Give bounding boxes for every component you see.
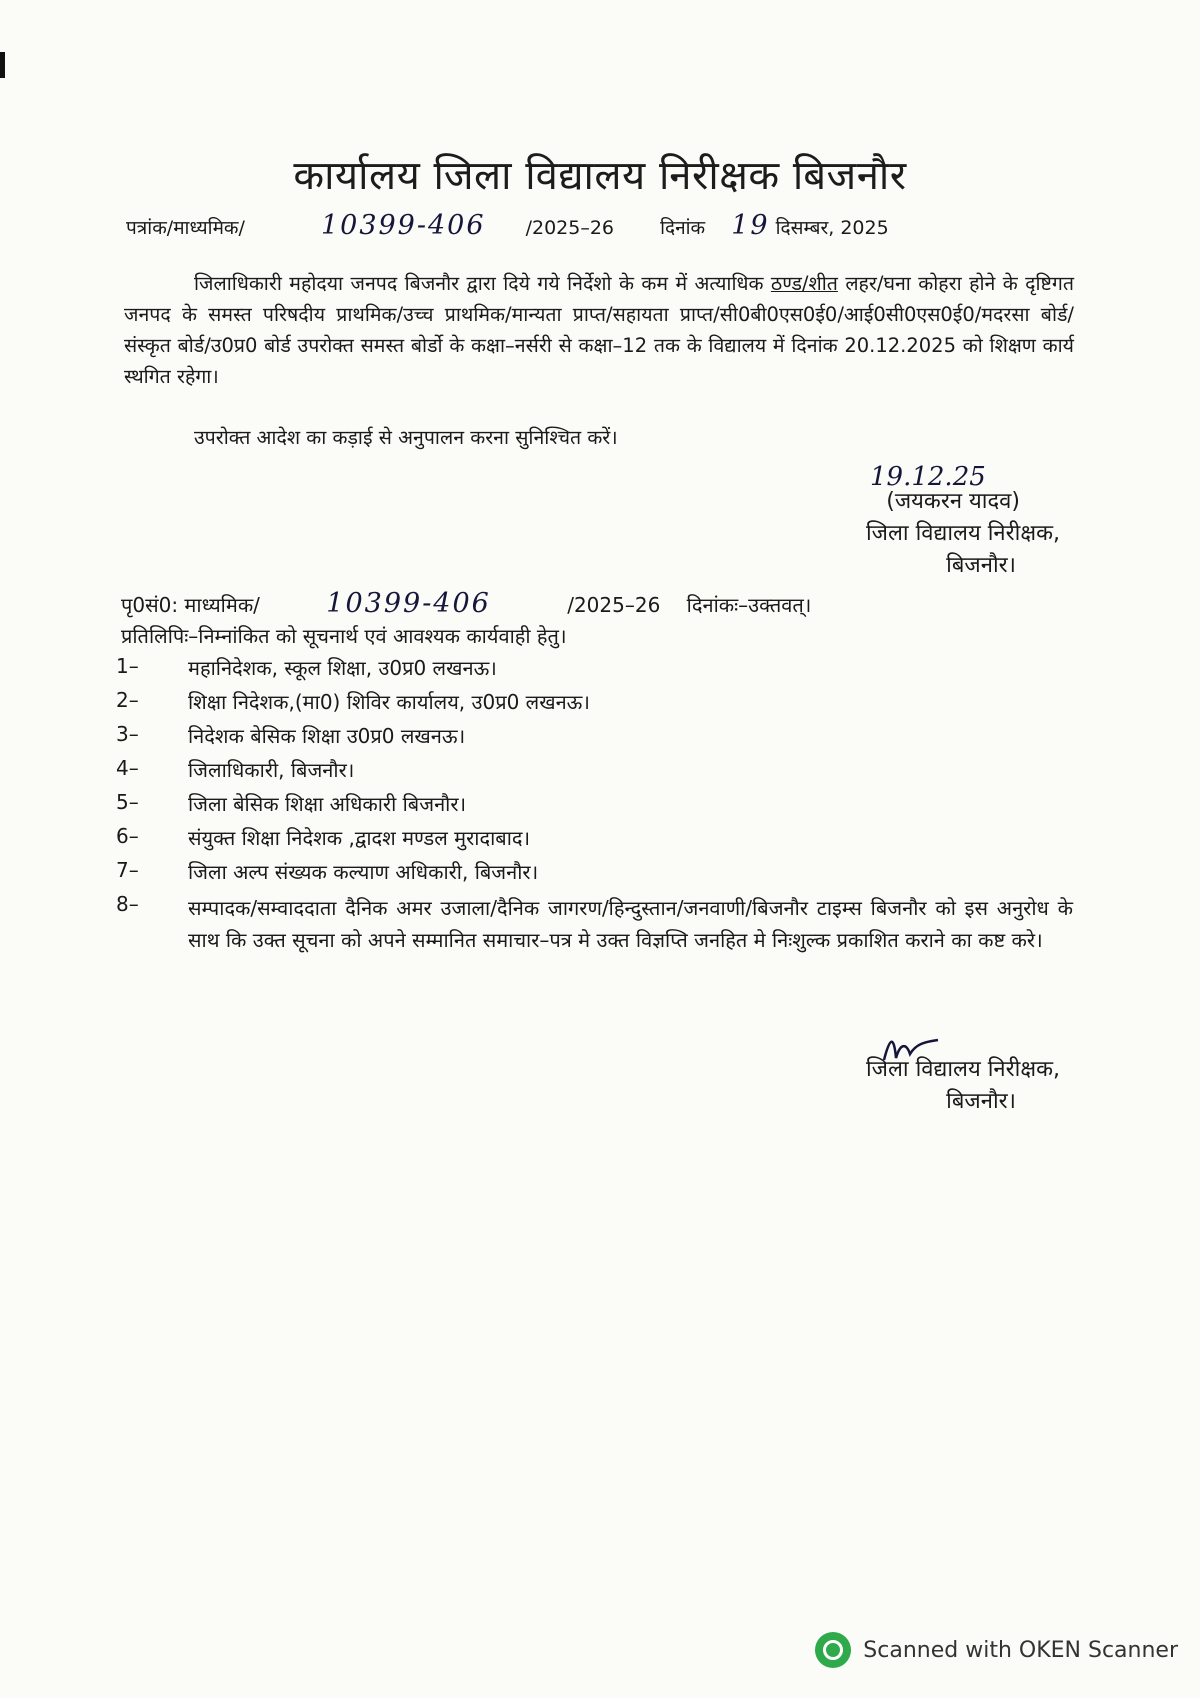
list-item-text: जिला बेसिक शिक्षा अधिकारी बिजनौर। <box>188 792 467 816</box>
signature-block-1 <box>760 486 1060 582</box>
list-item <box>116 756 1076 790</box>
list-item-number: 6– <box>116 824 139 848</box>
signature-scrawl-date: 19.12.25 <box>870 462 986 492</box>
office-heading: कार्यालय जिला विद्यालय निरीक्षक बिजनौर <box>293 153 907 199</box>
scanner-watermark <box>815 1632 1178 1668</box>
order-text-part1: जिलाधिकारी महोदया जनपद बिजनौर द्वारा दिये गये निर्देशो के कम में अत्याधिक <box>194 272 771 295</box>
oken-scanner-logo-icon <box>815 1632 851 1668</box>
list-item-text: संयुक्त शिक्षा निदेशक ,द्वादश मण्डल मुरादाबाद। <box>188 826 531 850</box>
list-item-text: निदेशक बेसिक शिक्षा उ0प्र0 लखनऊ। <box>188 724 466 748</box>
officer-place-2: बिजनौर। <box>946 1089 1016 1114</box>
reference-line <box>126 210 889 241</box>
copy-to-line: प्रतिलिपिः–निम्नांकित को सूचनार्थ एवं आवश्यक कार्यवाही हेतु। <box>121 624 567 648</box>
order-text-underlined: ठण्ड/शीत <box>770 272 838 295</box>
list-item <box>116 858 1076 892</box>
endorsement-prefix: पृ0सं0: माध्यमिक/ <box>121 593 260 617</box>
list-item-number: 5– <box>116 790 139 814</box>
endorsement-session: /2025–26 <box>567 593 661 617</box>
endorsement-number: 10399-406 <box>326 588 491 619</box>
compliance-paragraph <box>124 422 1074 453</box>
order-paragraph <box>124 268 1074 392</box>
list-item <box>116 722 1076 756</box>
list-item <box>116 688 1076 722</box>
reference-number: 10399-406 <box>320 210 486 241</box>
list-item <box>116 790 1076 824</box>
recipient-list <box>116 654 1076 956</box>
list-item-text: महानिदेशक, स्कूल शिक्षा, उ0प्र0 लखनऊ। <box>188 656 497 680</box>
list-item <box>116 654 1076 688</box>
list-item-text: सम्पादक/सम्वाददाता दैनिक अमर उजाला/दैनिक जागरण/हिन्दुस्तान/जनवाणी/बिजनौर टाइम्स बिजनौर को इस अनुरोध के साथ कि उक्त सूचना को अपने सम्मानित समाचार–पत्र मे उक्त विज्ञप्ति जनहित मे निःशुल्क प्रकाशित कराने का कष्ट करे। <box>188 896 1073 952</box>
order-text-part2: लहर/घना कोहरा होने के दृष्टिगत जनपद के समस्त परिषदीय प्राथमिक/उच्च प्राथमिक/मान्यता प्राप्त/सहायता प्राप्त/सी0बी0एस0ई0/आई0सी0एस0ई0/मदरसा बोर्ड/संस्कृत बोर्ड/उ0प्र0 बोर्ड उपरोक्त समस्त बोर्डो के कक्षा–नर्सरी से कक्षा–12 तक के विद्यालय में दिनांक 20.12.2025 को शिक्षण कार्य स्थगित रहेगा। <box>124 272 1075 388</box>
list-item-number: 1– <box>116 654 139 678</box>
list-item-number: 3– <box>116 722 139 746</box>
list-item-text: शिक्षा निदेशक,(मा0) शिविर कार्यालय, उ0प्र0 लखनऊ। <box>188 690 590 714</box>
date-label: दिनांक <box>660 217 706 239</box>
list-item <box>116 892 1076 956</box>
date-day: 19 <box>731 210 770 241</box>
list-item-number: 8– <box>116 892 139 916</box>
scan-edge-mark <box>0 52 5 78</box>
date-month-year: दिसम्बर, 2025 <box>775 217 889 239</box>
list-item-number: 4– <box>116 756 139 780</box>
reference-prefix: पत्रांक/माध्यमिक/ <box>126 217 245 239</box>
compliance-text: उपरोक्त आदेश का कड़ाई से अनुपालन करना सुनिश्चित करें। <box>194 426 618 449</box>
reference-session: /2025–26 <box>525 217 615 239</box>
signature-block-2 <box>760 1054 1060 1118</box>
scanner-text: Scanned with OKEN Scanner <box>863 1637 1178 1663</box>
endorsement-line <box>121 588 811 619</box>
list-item <box>116 824 1076 858</box>
officer-designation: जिला विद्यालय निरीक्षक, <box>865 521 1060 546</box>
officer-place: बिजनौर। <box>946 553 1016 578</box>
list-item-text: जिला अल्प संख्यक कल्याण अधिकारी, बिजनौर। <box>188 860 539 884</box>
endorsement-date: दिनांकः–उक्तवत्। <box>686 593 812 617</box>
officer-designation-2: जिला विद्यालय निरीक्षक, <box>865 1057 1060 1082</box>
list-item-text: जिलाधिकारी, बिजनौर। <box>188 758 355 782</box>
officer-name: (जयकरन यादव) <box>886 489 1020 514</box>
list-item-number: 2– <box>116 688 139 712</box>
list-item-number: 7– <box>116 858 139 882</box>
